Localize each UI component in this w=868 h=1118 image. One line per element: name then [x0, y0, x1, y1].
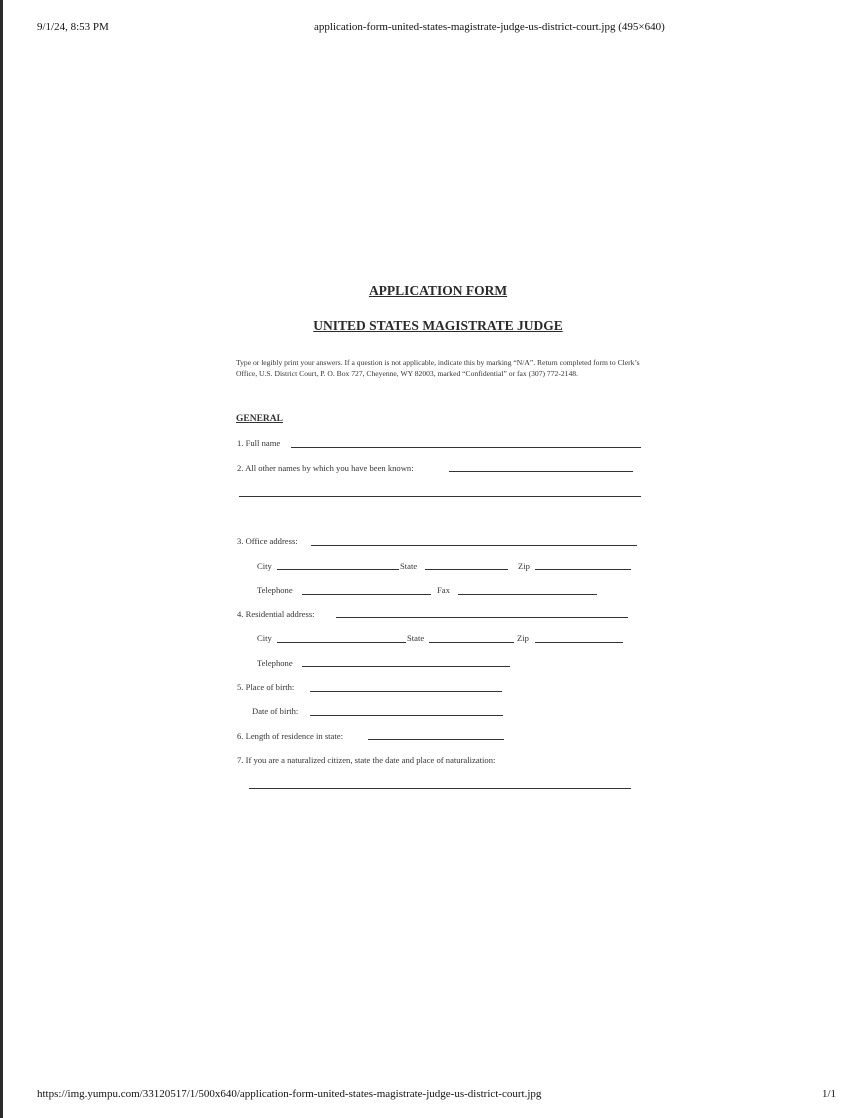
naturalization-label: 7. If you are a naturalized citizen, state the date and place of naturalization:	[237, 755, 496, 765]
office-address-label: 3. Office address:	[237, 536, 298, 546]
residence-length-label: 6. Length of residence in state:	[237, 731, 343, 741]
residential-zip-line[interactable]	[535, 642, 623, 643]
office-fax-label: Fax	[437, 585, 450, 595]
naturalization-line[interactable]	[249, 788, 631, 789]
form-title: APPLICATION FORM	[368, 283, 508, 298]
date-of-birth-label: Date of birth:	[252, 706, 299, 716]
residential-address-line[interactable]	[336, 617, 628, 618]
office-city-label: City	[257, 561, 272, 571]
print-document-title: application-form-united-states-magistrate-judge-us-district-court.jpg (495×640)	[314, 21, 665, 33]
print-date-time: 9/1/24, 8:53 PM	[37, 21, 109, 33]
office-telephone-line[interactable]	[302, 594, 431, 595]
office-telephone-label: Telephone	[257, 585, 293, 595]
place-of-birth-line[interactable]	[310, 691, 502, 692]
full-name-line[interactable]	[291, 447, 641, 448]
office-address-line[interactable]	[311, 545, 637, 546]
residential-zip-label: Zip	[517, 633, 529, 643]
residential-telephone-line[interactable]	[302, 666, 510, 667]
place-of-birth-label: 5. Place of birth:	[237, 682, 295, 692]
residential-address-label: 4. Residential address:	[237, 609, 315, 619]
other-names-line-2[interactable]	[239, 496, 641, 497]
other-names-label: 2. All other names by which you have been known:	[237, 463, 414, 473]
residential-city-label: City	[257, 633, 272, 643]
form-subtitle: UNITED STATES MAGISTRATE JUDGE	[313, 318, 563, 333]
office-city-line[interactable]	[277, 569, 399, 570]
residential-telephone-label: Telephone	[257, 658, 293, 668]
print-footer-url: https://img.yumpu.com/33120517/1/500x640/application-form-united-states-magistrate-judge-us-district-court.jpg	[37, 1088, 542, 1100]
residential-state-line[interactable]	[429, 642, 514, 643]
print-page-number: 1/1	[822, 1088, 837, 1100]
office-fax-line[interactable]	[458, 594, 597, 595]
residential-city-line[interactable]	[277, 642, 406, 643]
date-of-birth-line[interactable]	[310, 715, 503, 716]
office-zip-line[interactable]	[535, 569, 631, 570]
residential-state-label: State	[407, 633, 425, 643]
full-name-label: 1. Full name	[237, 438, 281, 448]
residence-length-line[interactable]	[368, 739, 504, 740]
section-title-general: GENERAL	[236, 414, 283, 424]
form-instructions: Type or legibly print your answers. If a question is not applicable, indicate this by marking “N/A”. Return completed form to Clerk’s Office, U.S. District Court, P. O. Box 727, Cheyenne, WY 82003, marked “Confidential” or fax (307) 772-2148.	[236, 358, 640, 378]
office-state-line[interactable]	[425, 569, 508, 570]
other-names-line[interactable]	[449, 471, 633, 472]
office-state-label: State	[400, 561, 418, 571]
office-zip-label: Zip	[518, 561, 530, 571]
